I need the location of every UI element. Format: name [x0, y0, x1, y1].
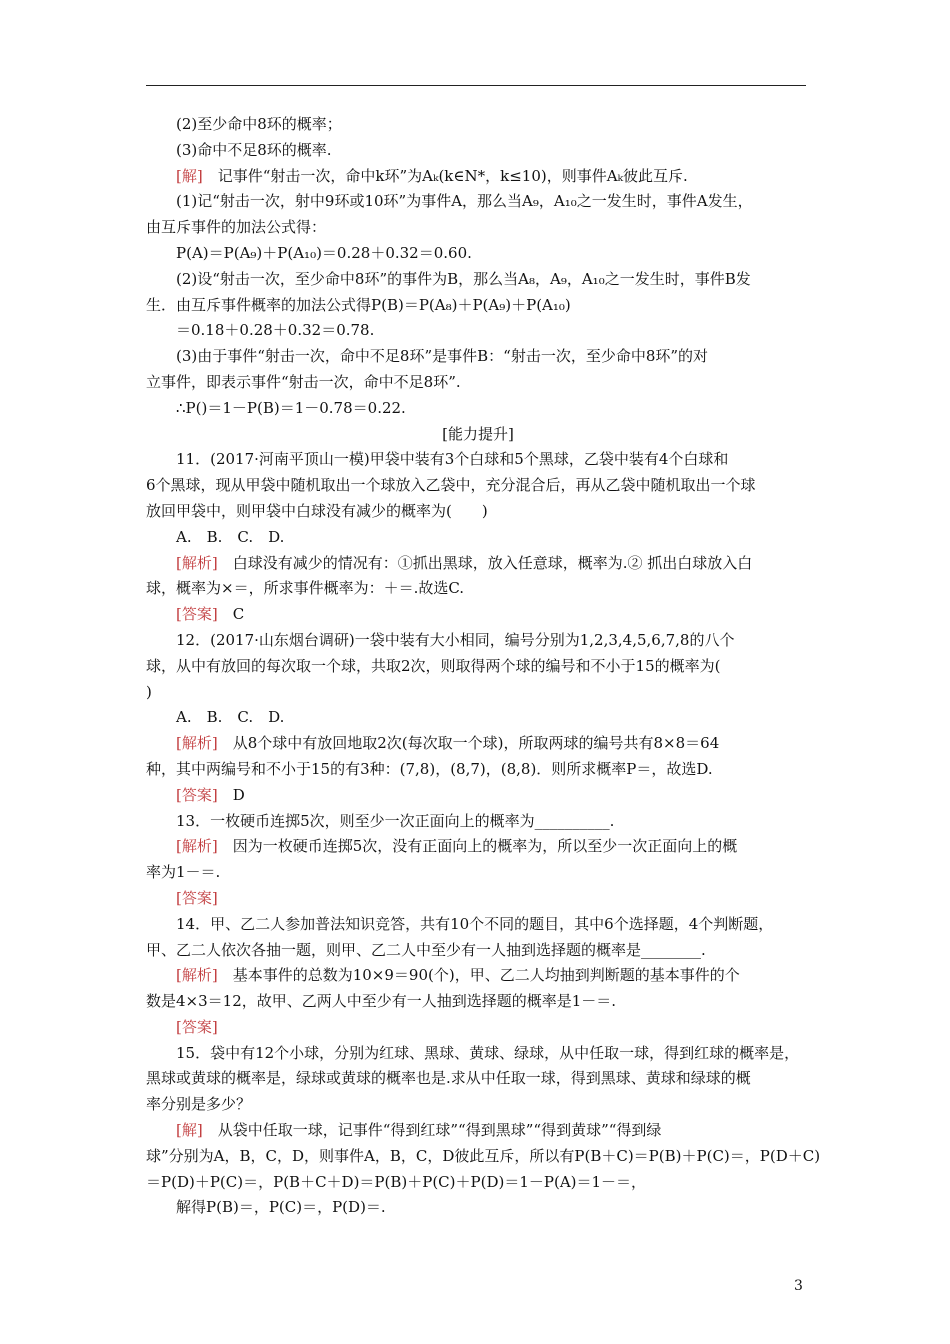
text-line: ＝0.18＋0.28＋0.32＝0.78. [176, 321, 375, 340]
text-line: [答案] [176, 1017, 218, 1036]
text-line: 解得P(B)＝，P(C)＝，P(D)＝. [176, 1198, 386, 1217]
text-line: 率分别是多少？ [146, 1095, 252, 1114]
text-line: (2)至少命中8环的概率； [176, 115, 342, 133]
text-line: 由互斥事件的加法公式得： [146, 218, 327, 237]
text-line: [答案] [176, 888, 218, 907]
text-line: 甲、乙二人依次各抽一题，则甲、乙二人中至少有一人抽到选择题的概率是________. [146, 940, 706, 959]
text-line: [解析] 白球没有减少的情况有：①抓出黑球，放入任意球，概率为.② 抓出白球放入白 [176, 553, 753, 572]
text-line: 球”分别为A，B，C，D，则事件A，B，C，D彼此互斥，所以有P(B＋C)＝P(B)＋P(C)＝，P(D＋C) [146, 1146, 821, 1165]
text-line: P(A)＝P(A₉)＋P(A₁₀)＝0.28＋0.32＝0.60. [176, 243, 472, 262]
text-line: A. B. C. D. [176, 708, 285, 727]
document-body [146, 112, 821, 1221]
text-line: (1)记“射击一次，射中9环或10环”为事件A，那么当A₉，A₁₀之一发生时，事件A发生， [176, 192, 753, 211]
text-line: 立事件，即表示事件“射击一次，命中不足8环”. [146, 372, 461, 391]
text-line: ＝P(D)＋P(C)＝，P(B＋C＋D)＝P(B)＋P(C)＋P(D)＝1－P(A)＝1－＝， [146, 1172, 647, 1191]
text-line: 黑球或黄球的概率是，绿球或黄球的概率也是.求从中任取一球，得到黑球、黄球和绿球的概 [146, 1069, 751, 1088]
text-line: 14．甲、乙二人参加普法知识竞答，共有10个不同的题目，其中6个选择题，4个判断题， [176, 914, 774, 933]
text-line: [解析] 因为一枚硬币连掷5次，没有正面向上的概率为，所以至少一次正面向上的概 [176, 837, 738, 856]
text-line: (2)设“射击一次，至少命中8环”的事件为B，那么当A₈，A₉，A₁₀之一发生时，事件B发 [176, 269, 751, 288]
text-line: [解析] 基本事件的总数为10×9＝90(个)，甲、乙二人均抽到判断题的基本事件的个 [176, 966, 740, 985]
text-line: 15．袋中有12个小球，分别为红球、黑球、黄球、绿球，从中任取一球，得到红球的概率是， [176, 1043, 800, 1062]
text-line: [解] 从袋中任取一球，记事件“得到红球”“得到黑球”“得到黄球”“得到绿 [176, 1121, 662, 1140]
text-line: [答案] C [176, 605, 245, 624]
text-line: 球，概率为×＝，所求事件概率为：＋＝.故选C. [146, 579, 465, 598]
text-line: ) [146, 682, 152, 701]
text-line: 率为1－＝. [146, 863, 221, 882]
page-number: 3 [794, 1278, 803, 1294]
text-line: 12．(2017·山东烟台调研)一袋中装有大小相同，编号分别为1,2,3,4,5,6,7,8的八个 [176, 630, 735, 649]
text-line: 6个黑球，现从甲袋中随机取出一个球放入乙袋中，充分混合后，再从乙袋中随机取出一个球 [146, 476, 756, 495]
text-line: A. B. C. D. [176, 527, 285, 546]
text-line: 放回甲袋中，则甲袋中白球没有减少的概率为( ) [146, 501, 488, 520]
text-line: 11．(2017·河南平顶山一模)甲袋中装有3个白球和5个黑球，乙袋中装有4个白球和 [176, 450, 729, 469]
text-line: 生．由互斥事件概率的加法公式得P(B)＝P(A₈)＋P(A₉)＋P(A₁₀) [146, 295, 571, 314]
text-line: 球，从中有放回的每次取一个球，共取2次，则取得两个球的编号和不小于15的概率为( [146, 656, 721, 675]
text-line: (3)由于事件“射击一次，命中不足8环”是事件B：“射击一次，至少命中8环”的对 [176, 347, 709, 366]
text-line: [解] 记事件“射击一次，命中k环”为Aₖ(k∈N*，k≤10)，则事件Aₖ彼此互斥. [176, 166, 688, 185]
section-heading: [能力提升] [442, 424, 514, 443]
text-line: 13．一枚硬币连掷5次，则至少一次正面向上的概率为__________. [176, 811, 615, 830]
header-rule [146, 85, 806, 86]
text-line: 种，其中两编号和不小于15的有3种：(7,8)，(8,7)，(8,8)．则所求概率P＝，故选D. [146, 759, 713, 778]
text-line: [解析] 从8个球中有放回地取2次(每次取一个球)，所取两球的编号共有8×8＝64 [176, 734, 720, 753]
text-line: ∴P()＝1－P(B)＝1－0.78＝0.22. [176, 398, 406, 417]
text-line: 数是4×3＝12，故甲、乙两人中至少有一人抽到选择题的概率是1－＝. [146, 992, 617, 1011]
text-line: [答案] D [176, 785, 245, 804]
text-line: (3)命中不足8环的概率. [176, 140, 332, 159]
